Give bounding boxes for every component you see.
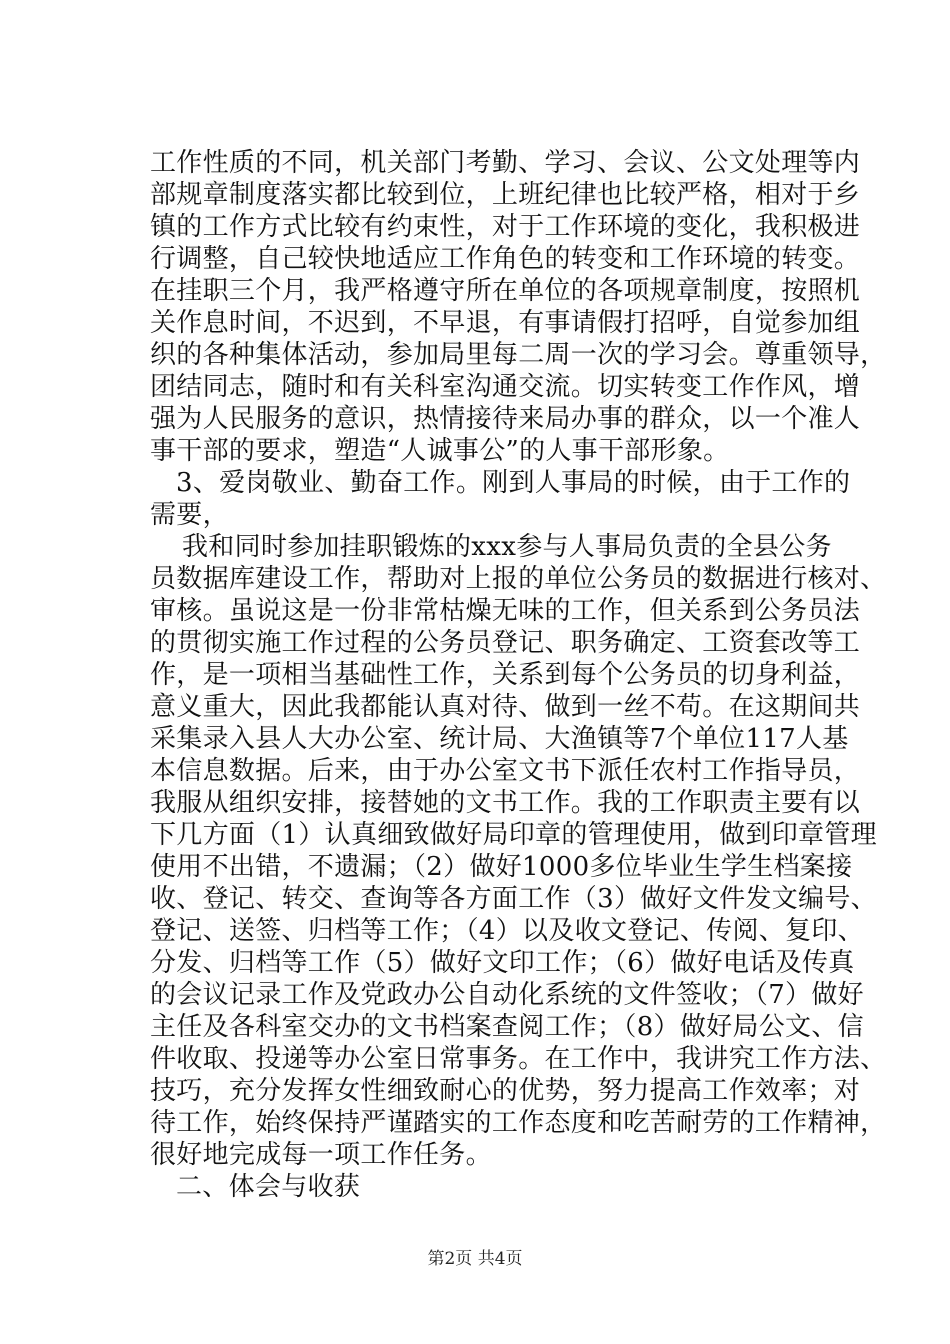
text-line: 我服从组织安排，接替她的文书工作。我的工作职责主要有以 [150, 788, 861, 818]
text-line: 使用不出错，不遗漏；（2）做好1000多位毕业生学生档案接 [150, 852, 853, 882]
page-number-footer: 第2页 共4页 [427, 1249, 523, 1269]
text-line: 事干部的要求，塑造“人诚事公”的人事干部形象。 [150, 436, 730, 466]
text-line: 意义重大，因此我都能认真对待、做到一丝不苟。在这期间共 [150, 692, 861, 722]
section-item-heading: 3、爱岗敬业、勤奋工作。刚到人事局的时候，由于工作的 [176, 468, 851, 498]
body-text [150, 147, 887, 1203]
text-line: 工作性质的不同，机关部门考勤、学习、会议、公文处理等内 [150, 148, 861, 178]
text-line: 主任及各科室交办的文书档案查阅工作；（8）做好局公文、信 [150, 1012, 864, 1042]
text-line: 的贯彻实施工作过程的公务员登记、职务确定、工资套改等工 [150, 628, 861, 658]
text-line: 下几方面（1）认真细致做好局印章的管理使用，做到印章管理 [150, 820, 877, 850]
text-line: 采集录入县人大办公室、统计局、大渔镇等7个单位117人基 [150, 724, 849, 754]
text-line: 审核。虽说这是一份非常枯燥无味的工作，但关系到公务员法 [150, 596, 861, 626]
text-line: 收、登记、转交、查询等各方面工作（3）做好文件发文编号、 [150, 884, 877, 914]
text-line: 行调整，自己较快地适应工作角色的转变和工作环境的转变。 [150, 244, 861, 274]
text-line: 件收取、投递等办公室日常事务。在工作中，我讲究工作方法、 [150, 1044, 887, 1074]
text-line: 登记、送签、归档等工作；（4）以及收文登记、传阅、复印、 [150, 916, 864, 946]
text-line: 关作息时间，不迟到，不早退，有事请假打招呼，自觉参加组 [150, 308, 861, 338]
text-line: 织的各种集体活动，参加局里每二周一次的学习会。尊重领导， [150, 340, 887, 370]
text-line: 镇的工作方式比较有约束性，对于工作环境的变化，我积极进 [150, 212, 861, 242]
text-line: 部规章制度落实都比较到位，上班纪律也比较严格，相对于乡 [150, 180, 861, 210]
text-line: 很好地完成每一项工作任务。 [150, 1140, 492, 1170]
text-line: 分发、归档等工作（5）做好文印工作；（6）做好电话及传真 [150, 948, 855, 978]
section-heading: 二、体会与收获 [176, 1172, 361, 1202]
text-line: 员数据库建设工作，帮助对上报的单位公务员的数据进行核对、 [150, 564, 887, 594]
paragraph-start: 我和同时参加挂职锻炼的xxx参与人事局负责的全县公务 [182, 532, 832, 562]
text-line: 作，是一项相当基础性工作，关系到每个公务员的切身利益， [150, 660, 861, 690]
text-line: 本信息数据。后来，由于办公室文书下派任农村工作指导员， [150, 756, 861, 786]
text-line: 的会议记录工作及党政办公自动化系统的文件签收；（7）做好 [150, 980, 864, 1010]
text-line: 技巧，充分发挥女性细致耐心的优势，努力提高工作效率；对 [150, 1076, 861, 1106]
text-line: 在挂职三个月，我严格遵守所在单位的各项规章制度，按照机 [150, 276, 861, 306]
text-line: 强为人民服务的意识，热情接待来局办事的群众，以一个准人 [150, 404, 861, 434]
text-line: 团结同志，随时和有关科室沟通交流。切实转变工作作风，增 [150, 372, 861, 402]
text-line: 待工作，始终保持严谨踏实的工作态度和吃苦耐劳的工作精神， [150, 1108, 887, 1138]
text-line: 需要， [150, 500, 229, 530]
